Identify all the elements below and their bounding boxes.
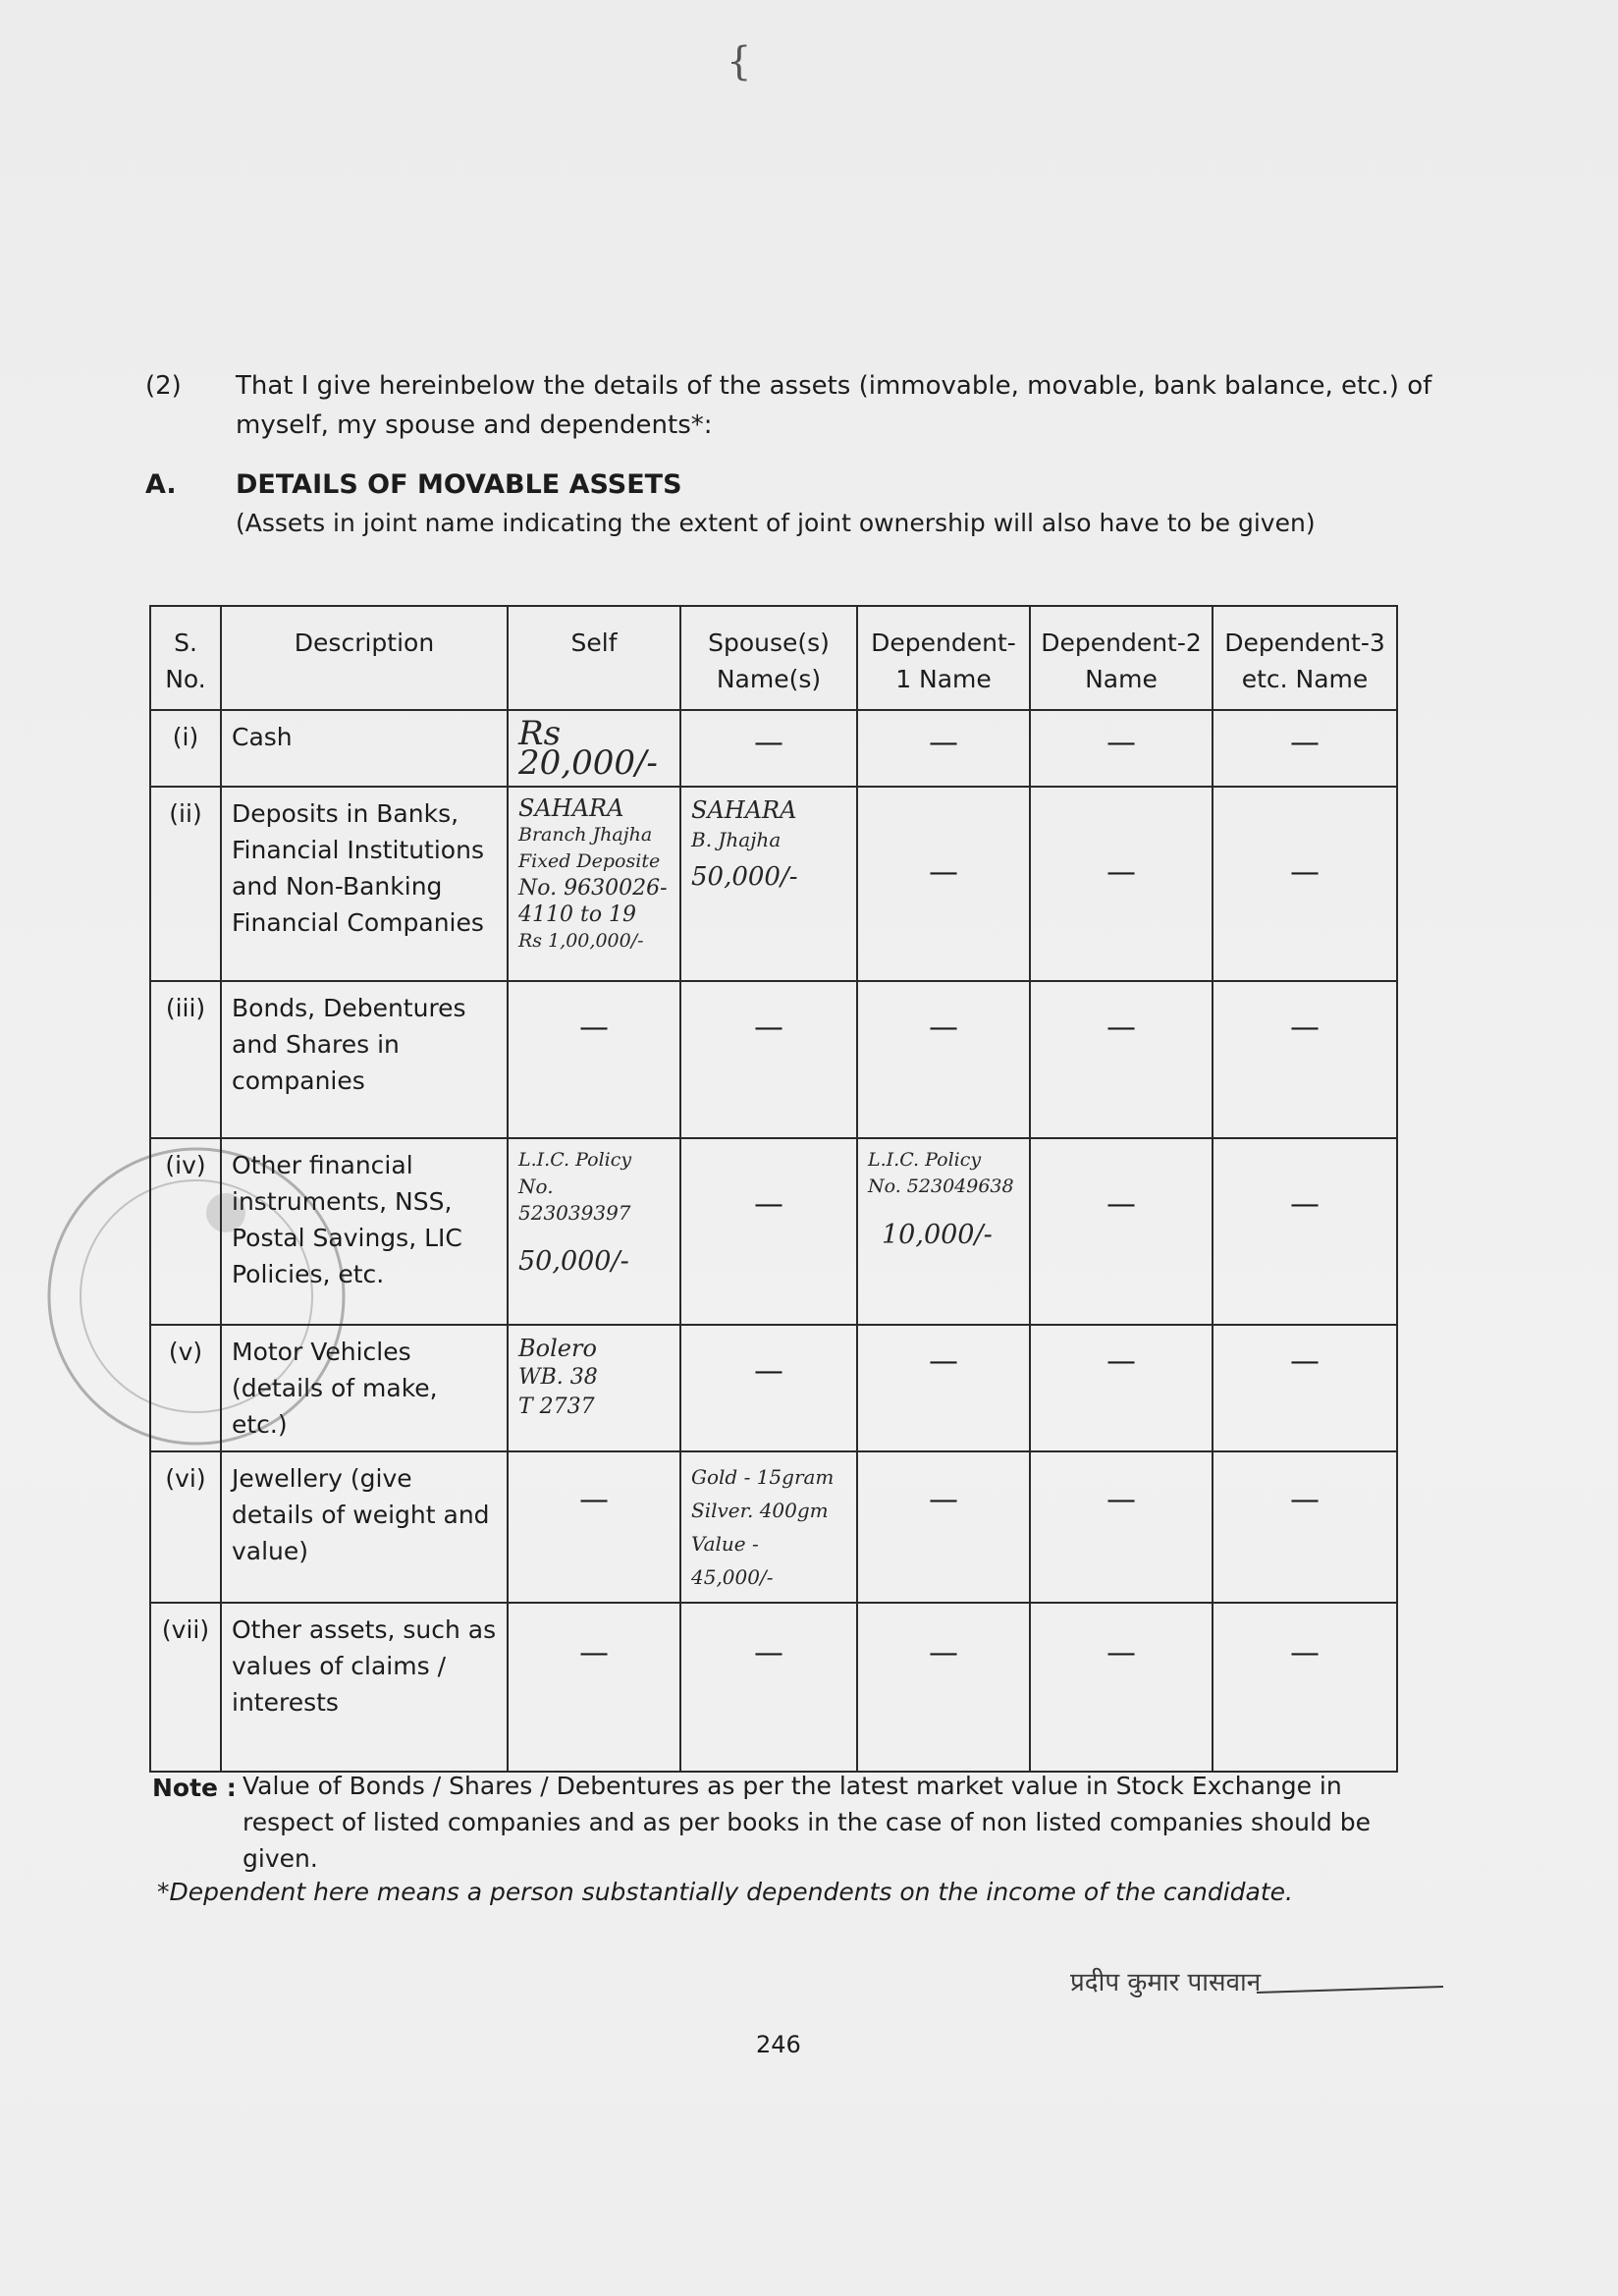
table-row xyxy=(150,710,1397,787)
cell-dependent-1: — xyxy=(857,787,1030,981)
table-row xyxy=(150,1451,1397,1603)
row-sno: (ii) xyxy=(150,787,221,981)
cell-dependent-2: — xyxy=(1030,1451,1213,1603)
cell-self: Rs 20,000/- xyxy=(508,710,680,787)
cell-spouse: — xyxy=(680,1138,857,1325)
cell-dependent-3: — xyxy=(1213,1603,1397,1772)
cell-dependent-1: — xyxy=(857,1603,1030,1772)
table-row xyxy=(150,1138,1397,1325)
cell-self: — xyxy=(508,1603,680,1772)
note-text: Value of Bonds / Shares / Debentures as per the latest market value in Stock Exchange in respect of listed companies and as per books in the case of non listed companies should be given. xyxy=(243,1772,1371,1873)
table-row xyxy=(150,1325,1397,1451)
section-subtitle: (Assets in joint name indicating the extent of joint ownership will also have to be given) xyxy=(236,509,1316,537)
cell-dependent-2: — xyxy=(1030,787,1213,981)
cell-dependent-2: — xyxy=(1030,710,1213,787)
cell-spouse: — xyxy=(680,1603,857,1772)
row-sno: (v) xyxy=(150,1325,221,1451)
cell-dependent-1: — xyxy=(857,710,1030,787)
row-sno: (iii) xyxy=(150,981,221,1138)
cell-spouse: — xyxy=(680,1325,857,1451)
header-description: Description xyxy=(221,606,508,710)
cell-spouse: SAHARA B. Jhajha 50,000/- xyxy=(680,787,857,981)
cell-dependent-1: — xyxy=(857,981,1030,1138)
dependent-footnote: *Dependent here means a person substantially dependents on the income of the candidate. xyxy=(157,1878,1293,1906)
cell-dependent-2: — xyxy=(1030,1138,1213,1325)
note-label: Note : xyxy=(152,1774,237,1802)
table-row xyxy=(150,1603,1397,1772)
cell-dependent-1: — xyxy=(857,1451,1030,1603)
header-sno: S. No. xyxy=(150,606,221,710)
row-description: Other assets, such as values of claims / interests xyxy=(221,1603,508,1772)
page-number: 246 xyxy=(756,2031,801,2058)
cell-spouse: — xyxy=(680,981,857,1138)
row-sno: (i) xyxy=(150,710,221,787)
row-sno: (vi) xyxy=(150,1451,221,1603)
cell-dependent-1: L.I.C. Policy No. 523049638 10,000/- xyxy=(857,1138,1030,1325)
header-dependent-1: Dependent-1 Name xyxy=(857,606,1030,710)
section-letter: A. xyxy=(145,469,177,500)
intro-number: (2) xyxy=(145,371,182,401)
section-heading xyxy=(145,469,682,500)
cell-dependent-3: — xyxy=(1213,1138,1397,1325)
header-spouse: Spouse(s) Name(s) xyxy=(680,606,857,710)
cell-self: — xyxy=(508,981,680,1138)
cell-spouse: Gold - 15gram Silver. 400gm Value - 45,000/- xyxy=(680,1451,857,1603)
header-self: Self xyxy=(508,606,680,710)
row-description: Motor Vehicles (details of make, etc.) xyxy=(221,1325,508,1451)
header-dependent-2: Dependent-2 Name xyxy=(1030,606,1213,710)
cell-dependent-3: — xyxy=(1213,981,1397,1138)
row-description: Other financial instruments, NSS, Postal Savings, LIC Policies, etc. xyxy=(221,1138,508,1325)
table-row xyxy=(150,981,1397,1138)
row-description: Cash xyxy=(221,710,508,787)
cell-self: SAHARA Branch Jhajha Fixed Deposite No. 9630026- 4110 to 19 Rs 1,00,000/- xyxy=(508,787,680,981)
cell-self: Bolero WB. 38 T 2737 xyxy=(508,1325,680,1451)
movable-assets-table xyxy=(149,605,1398,1773)
cell-dependent-2: — xyxy=(1030,1603,1213,1772)
row-description: Jewellery (give details of weight and value) xyxy=(221,1451,508,1603)
header-dependent-3: Dependent-3 etc. Name xyxy=(1213,606,1397,710)
cell-dependent-1: — xyxy=(857,1325,1030,1451)
row-description: Deposits in Banks, Financial Institutions and Non-Banking Financial Companies xyxy=(221,787,508,981)
cell-dependent-3: — xyxy=(1213,1451,1397,1603)
candidate-signature xyxy=(1070,1959,1463,2018)
svg-text:प्रदीप कुमार पासवान: प्रदीप कुमार पासवान xyxy=(1070,1968,1262,1997)
cell-spouse: — xyxy=(680,710,857,787)
cell-dependent-2: — xyxy=(1030,981,1213,1138)
table-row xyxy=(150,787,1397,981)
cell-self: — xyxy=(508,1451,680,1603)
section-title: DETAILS OF MOVABLE ASSETS xyxy=(236,469,682,500)
cell-dependent-3: — xyxy=(1213,787,1397,981)
cell-dependent-2: — xyxy=(1030,1325,1213,1451)
row-description: Bonds, Debentures and Shares in companies xyxy=(221,981,508,1138)
cell-self: L.I.C. Policy No. 523039397 50,000/- xyxy=(508,1138,680,1325)
table-header-row xyxy=(150,606,1397,710)
cell-dependent-3: — xyxy=(1213,1325,1397,1451)
row-sno: (vii) xyxy=(150,1603,221,1772)
stray-mark: { xyxy=(727,39,752,84)
cell-dependent-3: — xyxy=(1213,710,1397,787)
row-sno: (iv) xyxy=(150,1138,221,1325)
intro-text: That I give hereinbelow the details of the assets (immovable, movable, bank balance, etc.) of myself, my spouse and dependents*: xyxy=(236,371,1432,440)
